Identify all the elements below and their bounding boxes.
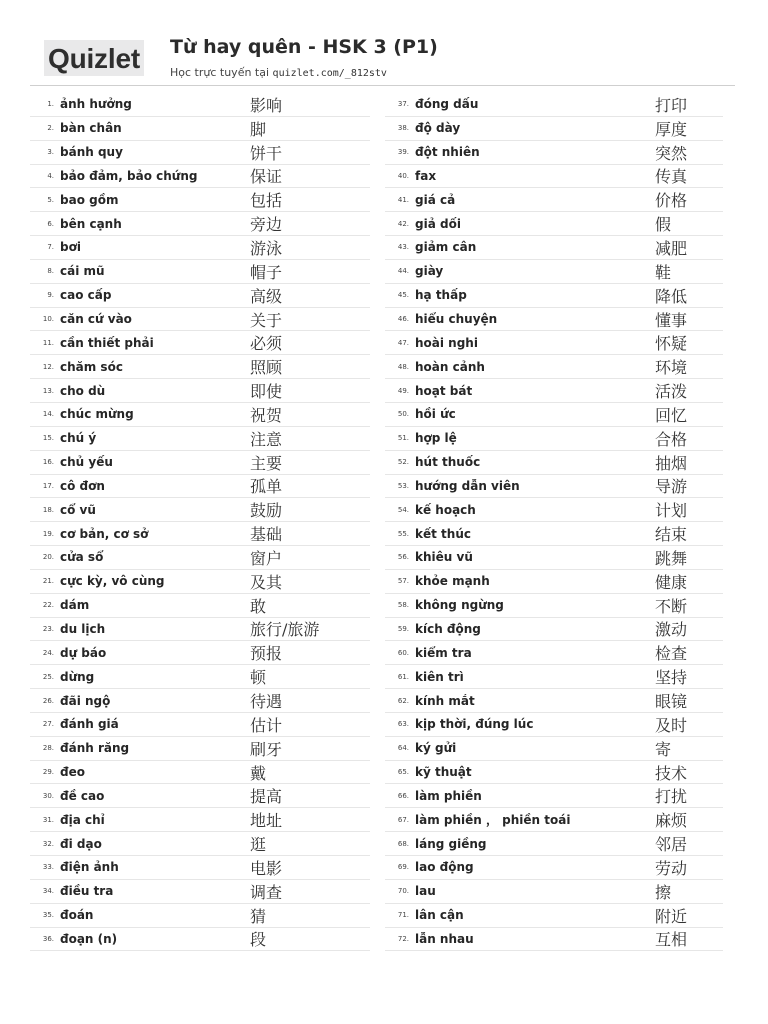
- card-row: [30, 355, 370, 379]
- card-number: 4.: [47, 171, 54, 180]
- card-number: 23.: [42, 624, 54, 633]
- card-term: giày: [415, 264, 444, 279]
- card-row: [385, 737, 723, 761]
- card-definition: 旅行/旅游: [250, 620, 320, 640]
- card-number: 1.: [47, 100, 54, 109]
- card-number: 57.: [397, 577, 409, 586]
- card-definition: 合格: [655, 429, 688, 449]
- card-number: 31.: [42, 815, 54, 824]
- card-number: 8.: [47, 267, 54, 276]
- card-definition: 抽烟: [655, 453, 688, 473]
- card-number: 32.: [42, 839, 54, 848]
- card-row: [30, 260, 370, 284]
- card-definition: 主要: [250, 453, 283, 473]
- card-definition: 估计: [250, 715, 283, 735]
- card-definition: 提高: [250, 787, 283, 807]
- card-definition: 导游: [655, 477, 688, 497]
- card-number: 26.: [42, 696, 54, 705]
- card-list-left: [30, 93, 370, 951]
- card-term: không ngừng: [415, 598, 504, 613]
- card-term: hiểu chuyện: [415, 312, 498, 327]
- card-term: hồi ức: [415, 407, 456, 422]
- card-term: đóng dấu: [415, 97, 479, 112]
- card-number: 41.: [397, 195, 409, 204]
- card-number: 33.: [42, 863, 54, 872]
- card-term: điều tra: [60, 884, 114, 899]
- card-number: 71.: [397, 911, 409, 920]
- card-number: 47.: [397, 338, 409, 347]
- card-row: [385, 93, 723, 117]
- card-row: [385, 832, 723, 856]
- card-number: 66.: [397, 791, 409, 800]
- card-term: bảo đảm, bảo chứng: [60, 168, 198, 183]
- card-term: chủ yếu: [60, 455, 113, 470]
- card-number: 5.: [47, 195, 54, 204]
- card-definition: 照顾: [250, 358, 283, 378]
- card-row: [30, 856, 370, 880]
- card-number: 59.: [397, 624, 409, 633]
- card-definition: 技术: [655, 763, 688, 783]
- card-term: hoạt bát: [415, 383, 473, 398]
- card-definition: 及其: [250, 572, 283, 592]
- card-definition: 鞋: [655, 262, 672, 282]
- card-row: [385, 546, 723, 570]
- card-row: [385, 713, 723, 737]
- card-term: hút thuốc: [415, 455, 481, 470]
- card-row: [30, 880, 370, 904]
- card-term: làm phiền: [415, 788, 482, 803]
- card-number: 16.: [42, 458, 54, 467]
- card-definition: 刷牙: [250, 739, 283, 759]
- card-number: 56.: [397, 553, 409, 562]
- card-definition: 环境: [655, 358, 688, 378]
- card-definition: 眼镜: [655, 692, 688, 712]
- card-definition: 注意: [250, 429, 283, 449]
- card-definition: 即使: [250, 382, 283, 402]
- card-term: chăm sóc: [60, 359, 123, 374]
- card-definition: 坚持: [655, 668, 688, 688]
- card-row: [385, 236, 723, 260]
- card-number: 17.: [42, 481, 54, 490]
- card-term: đoán: [60, 908, 94, 923]
- card-row: [385, 331, 723, 355]
- card-row: [385, 522, 723, 546]
- card-number: 58.: [397, 601, 409, 610]
- card-number: 15.: [42, 434, 54, 443]
- card-number: 39.: [397, 148, 409, 157]
- card-term: đoạn (n): [60, 931, 118, 946]
- card-term: chúc mừng: [60, 407, 134, 422]
- card-term: dám: [60, 598, 90, 613]
- card-number: 30.: [42, 791, 54, 800]
- card-definition: 预报: [250, 644, 283, 664]
- card-row: [385, 188, 723, 212]
- card-definition: 寄: [655, 739, 672, 759]
- card-number: 53.: [397, 481, 409, 490]
- card-term: bao gồm: [60, 192, 119, 207]
- card-definition: 脚: [250, 119, 267, 139]
- card-definition: 麻烦: [655, 811, 688, 831]
- card-definition: 顿: [250, 668, 267, 688]
- card-number: 37.: [397, 100, 409, 109]
- card-term: ảnh hưởng: [60, 97, 132, 112]
- card-definition: 突然: [655, 143, 688, 163]
- card-definition: 旁边: [250, 215, 283, 235]
- card-row: [385, 379, 723, 403]
- card-definition: 价格: [655, 191, 688, 211]
- card-number: 36.: [42, 934, 54, 943]
- card-term: đi dạo: [60, 836, 102, 851]
- card-row: [30, 451, 370, 475]
- card-row: [30, 308, 370, 332]
- card-row: [30, 475, 370, 499]
- card-term: hạ thấp: [415, 288, 467, 303]
- card-number: 2.: [47, 124, 54, 133]
- card-row: [30, 236, 370, 260]
- card-definition: 跳舞: [655, 548, 688, 568]
- card-term: cần thiết phải: [60, 335, 154, 350]
- card-row: [30, 832, 370, 856]
- card-row: [385, 641, 723, 665]
- card-row: [30, 379, 370, 403]
- card-definition: 劳动: [655, 858, 688, 878]
- card-number: 29.: [42, 768, 54, 777]
- card-row: [385, 761, 723, 785]
- card-term: cô đơn: [60, 478, 105, 493]
- card-row: [385, 880, 723, 904]
- card-number: 45.: [397, 291, 409, 300]
- card-row: [30, 331, 370, 355]
- card-row: [30, 594, 370, 618]
- card-number: 67.: [397, 815, 409, 824]
- card-definition: 饼干: [250, 143, 283, 163]
- card-row: [385, 498, 723, 522]
- card-row: [30, 165, 370, 189]
- card-definition: 擦: [655, 882, 672, 902]
- card-row: [385, 856, 723, 880]
- card-number: 69.: [397, 863, 409, 872]
- card-number: 61.: [397, 672, 409, 681]
- card-row: [30, 713, 370, 737]
- card-row: [385, 475, 723, 499]
- card-definition: 附近: [655, 906, 688, 926]
- card-term: kiên trì: [415, 669, 464, 684]
- card-term: làm phiền ， phiền toái: [415, 813, 571, 828]
- card-definition: 假: [655, 215, 672, 235]
- card-term: bàn chân: [60, 121, 122, 136]
- card-definition: 待遇: [250, 692, 283, 712]
- card-row: [385, 928, 723, 952]
- card-number: 40.: [397, 171, 409, 180]
- card-term: căn cứ vào: [60, 312, 132, 327]
- card-row: [385, 260, 723, 284]
- card-term: ký gửi: [415, 741, 457, 756]
- card-number: 63.: [397, 720, 409, 729]
- card-definition: 戴: [250, 763, 267, 783]
- card-number: 10.: [42, 315, 54, 324]
- card-row: [385, 904, 723, 928]
- card-term: bên cạnh: [60, 216, 122, 231]
- card-definition: 互相: [655, 930, 688, 950]
- card-definition: 帽子: [250, 262, 283, 282]
- card-number: 13.: [42, 386, 54, 395]
- card-number: 20.: [42, 553, 54, 562]
- card-definition: 活泼: [655, 382, 688, 402]
- card-row: [30, 212, 370, 236]
- card-number: 21.: [42, 577, 54, 586]
- card-definition: 健康: [655, 572, 688, 592]
- card-number: 43.: [397, 243, 409, 252]
- card-number: 18.: [42, 505, 54, 514]
- card-term: cực kỳ, vô cùng: [60, 574, 165, 589]
- card-term: fax: [415, 168, 437, 183]
- card-definition: 基础: [250, 525, 283, 545]
- card-term: cái mũ: [60, 264, 105, 279]
- card-term: lẫn nhau: [415, 931, 474, 946]
- card-definition: 保证: [250, 167, 283, 187]
- card-row: [30, 403, 370, 427]
- card-row: [385, 451, 723, 475]
- card-definition: 影响: [250, 95, 283, 115]
- card-definition: 敢: [250, 596, 267, 616]
- card-row: [30, 665, 370, 689]
- card-definition: 打扰: [655, 787, 688, 807]
- page-title: Từ hay quên - HSK 3 (P1): [170, 36, 438, 58]
- subtitle-prefix: Học trực tuyến tại: [170, 66, 270, 79]
- card-number: 54.: [397, 505, 409, 514]
- card-number: 9.: [47, 291, 54, 300]
- card-definition: 逛: [250, 835, 267, 855]
- card-number: 55.: [397, 529, 409, 538]
- card-term: kỹ thuật: [415, 765, 472, 780]
- card-row: [385, 665, 723, 689]
- card-term: địa chỉ: [60, 812, 105, 827]
- card-number: 3.: [47, 148, 54, 157]
- card-row: [30, 141, 370, 165]
- card-row: [385, 594, 723, 618]
- card-row: [30, 188, 370, 212]
- card-number: 65.: [397, 768, 409, 777]
- card-row: [30, 93, 370, 117]
- card-term: cơ bản, cơ sở: [60, 526, 149, 541]
- card-number: 11.: [42, 338, 54, 347]
- card-row: [30, 570, 370, 594]
- card-term: đột nhiên: [415, 145, 480, 160]
- card-term: giả dối: [415, 216, 461, 231]
- card-number: 68.: [397, 839, 409, 848]
- card-number: 62.: [397, 696, 409, 705]
- card-row: [385, 618, 723, 642]
- card-number: 35.: [42, 911, 54, 920]
- card-row: [30, 117, 370, 141]
- card-term: chú ý: [60, 431, 97, 446]
- card-row: [385, 808, 723, 832]
- card-row: [30, 641, 370, 665]
- card-definition: 邻居: [655, 835, 688, 855]
- card-term: kích động: [415, 621, 481, 636]
- card-number: 72.: [397, 934, 409, 943]
- card-term: kế hoạch: [415, 502, 476, 517]
- card-number: 64.: [397, 744, 409, 753]
- card-number: 70.: [397, 887, 409, 896]
- card-term: cửa sổ: [60, 550, 104, 565]
- card-definition: 懂事: [655, 310, 688, 330]
- card-term: kiểm tra: [415, 645, 472, 660]
- card-term: dừng: [60, 669, 95, 684]
- card-row: [30, 546, 370, 570]
- card-row: [385, 784, 723, 808]
- card-term: cổ vũ: [60, 502, 96, 517]
- card-row: [30, 427, 370, 451]
- card-definition: 鼓励: [250, 501, 283, 521]
- card-definition: 检查: [655, 644, 688, 664]
- card-definition: 不断: [655, 596, 688, 616]
- card-definition: 窗户: [250, 548, 283, 568]
- card-term: hoàn cảnh: [415, 359, 485, 374]
- card-definition: 激动: [655, 620, 688, 640]
- card-definition: 减肥: [655, 238, 688, 258]
- card-definition: 地址: [250, 811, 283, 831]
- card-row: [30, 808, 370, 832]
- card-row: [385, 212, 723, 236]
- quizlet-logo: Quizlet: [44, 40, 144, 76]
- card-term: lân cận: [415, 908, 464, 923]
- card-term: đánh răng: [60, 741, 130, 756]
- card-term: đãi ngộ: [60, 693, 111, 708]
- card-number: 46.: [397, 315, 409, 324]
- card-number: 49.: [397, 386, 409, 395]
- card-number: 22.: [42, 601, 54, 610]
- card-number: 38.: [397, 124, 409, 133]
- card-row: [30, 784, 370, 808]
- card-row: [30, 498, 370, 522]
- card-definition: 段: [250, 930, 267, 950]
- card-row: [385, 141, 723, 165]
- card-row: [385, 308, 723, 332]
- card-number: 52.: [397, 458, 409, 467]
- card-definition: 包括: [250, 191, 283, 211]
- set-url-link[interactable]: quizlet.com/_812stv: [272, 68, 387, 79]
- card-definition: 猜: [250, 906, 267, 926]
- card-number: 50.: [397, 410, 409, 419]
- card-row: [30, 618, 370, 642]
- card-row: [385, 570, 723, 594]
- card-number: 51.: [397, 434, 409, 443]
- card-definition: 计划: [655, 501, 688, 521]
- card-number: 28.: [42, 744, 54, 753]
- card-definition: 回忆: [655, 405, 688, 425]
- card-definition: 结束: [655, 525, 688, 545]
- card-definition: 及时: [655, 715, 688, 735]
- card-definition: 游泳: [250, 238, 283, 258]
- card-definition: 打印: [655, 95, 688, 115]
- card-number: 60.: [397, 648, 409, 657]
- card-row: [30, 284, 370, 308]
- card-term: bơi: [60, 240, 81, 255]
- card-number: 7.: [47, 243, 54, 252]
- card-row: [30, 928, 370, 952]
- header-divider: [30, 85, 735, 86]
- card-row: [385, 355, 723, 379]
- card-number: 48.: [397, 362, 409, 371]
- card-term: lao động: [415, 860, 474, 875]
- card-row: [30, 689, 370, 713]
- card-term: du lịch: [60, 621, 106, 636]
- card-term: độ dày: [415, 121, 461, 136]
- card-term: lau: [415, 884, 436, 899]
- card-number: 14.: [42, 410, 54, 419]
- card-definition: 传真: [655, 167, 688, 187]
- card-term: điện ảnh: [60, 860, 119, 875]
- card-term: giảm cân: [415, 240, 477, 255]
- card-list-right: [385, 93, 723, 951]
- card-row: [30, 737, 370, 761]
- card-number: 19.: [42, 529, 54, 538]
- subtitle: [170, 66, 387, 79]
- card-row: [30, 904, 370, 928]
- card-definition: 关于: [250, 310, 283, 330]
- card-term: kính mắt: [415, 693, 475, 708]
- card-number: 6.: [47, 219, 54, 228]
- card-term: hướng dẫn viên: [415, 478, 520, 493]
- card-row: [385, 284, 723, 308]
- card-row: [385, 117, 723, 141]
- card-term: láng giềng: [415, 836, 487, 851]
- card-term: hợp lệ: [415, 431, 457, 446]
- card-term: đeo: [60, 765, 85, 780]
- card-number: 44.: [397, 267, 409, 276]
- card-number: 34.: [42, 887, 54, 896]
- card-term: kết thúc: [415, 526, 471, 541]
- card-term: khỏe mạnh: [415, 574, 490, 589]
- card-row: [30, 522, 370, 546]
- card-definition: 厚度: [655, 119, 688, 139]
- card-number: 27.: [42, 720, 54, 729]
- card-row: [30, 761, 370, 785]
- card-definition: 降低: [655, 286, 688, 306]
- card-definition: 孤单: [250, 477, 283, 497]
- card-term: cho dù: [60, 383, 106, 398]
- card-term: đánh giá: [60, 717, 119, 732]
- card-term: bánh quy: [60, 145, 123, 160]
- card-definition: 怀疑: [655, 334, 688, 354]
- card-term: giá cả: [415, 192, 456, 207]
- card-term: kịp thời, đúng lúc: [415, 717, 534, 732]
- card-row: [385, 689, 723, 713]
- card-definition: 高级: [250, 286, 283, 306]
- card-term: dự báo: [60, 645, 107, 660]
- card-definition: 必须: [250, 334, 283, 354]
- card-number: 24.: [42, 648, 54, 657]
- card-term: đề cao: [60, 788, 105, 803]
- card-term: cao cấp: [60, 288, 112, 303]
- card-number: 25.: [42, 672, 54, 681]
- card-number: 12.: [42, 362, 54, 371]
- card-term: khiêu vũ: [415, 550, 473, 565]
- card-definition: 电影: [250, 858, 283, 878]
- card-row: [385, 165, 723, 189]
- card-row: [385, 427, 723, 451]
- card-row: [385, 403, 723, 427]
- card-definition: 调查: [250, 882, 283, 902]
- card-term: hoài nghi: [415, 335, 478, 350]
- card-definition: 祝贺: [250, 405, 283, 425]
- card-number: 42.: [397, 219, 409, 228]
